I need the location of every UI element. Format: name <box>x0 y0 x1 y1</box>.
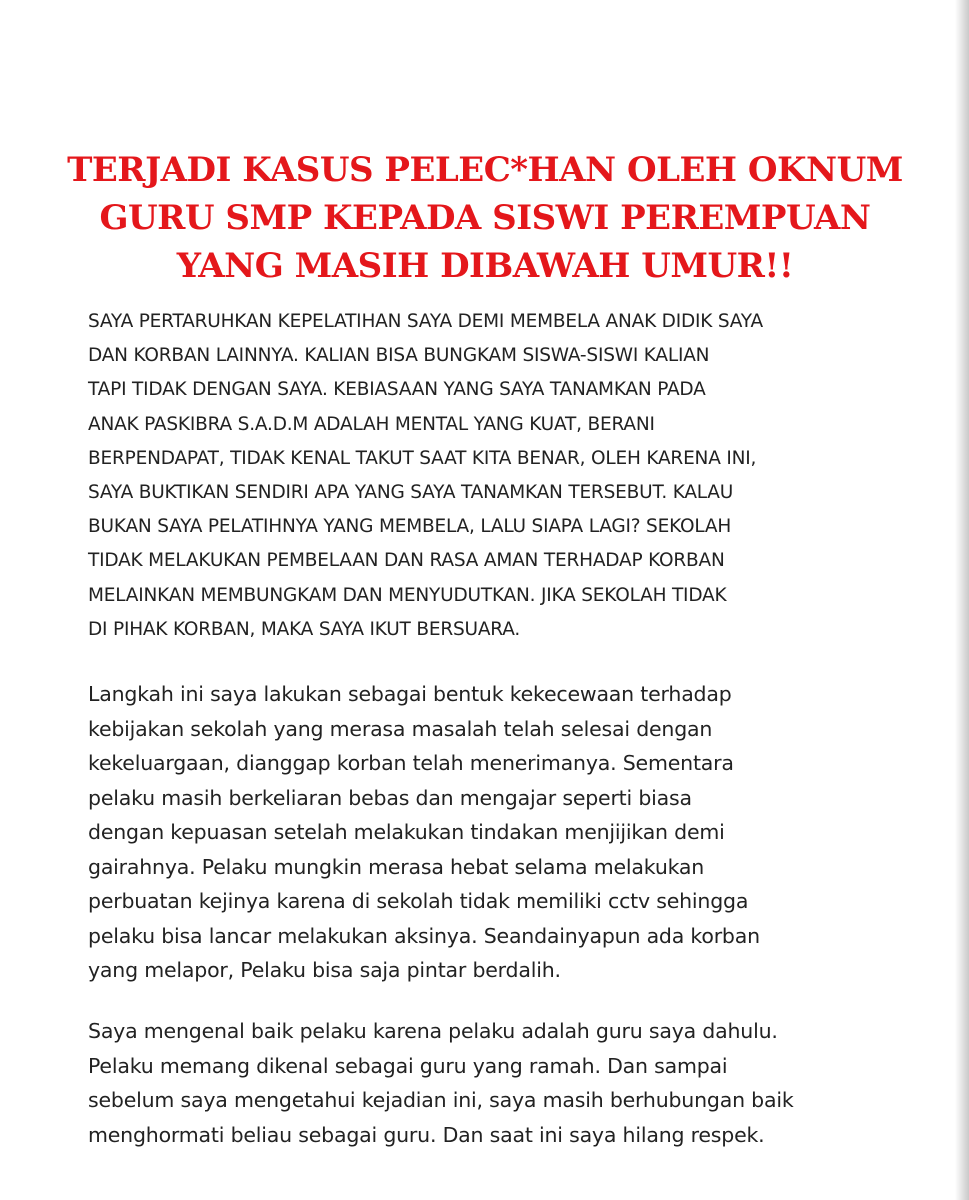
text-line: BERPENDAPAT, TIDAK KENAL TAKUT SAAT KITA BENAR, OLEH KARENA INI, <box>88 447 757 469</box>
text-line: SAYA PERTARUHKAN KEPELATIHAN SAYA DEMI MEMBELA ANAK DIDIK SAYA <box>88 311 763 332</box>
text-line: menghormati beliau sebagai guru. Dan saat ini saya hilang respek. <box>88 1122 765 1147</box>
paragraph-statement <box>88 305 878 647</box>
text-line: kebijakan sekolah yang merasa masalah telah selesai dengan <box>88 716 713 741</box>
text-line: Pelaku memang dikenal sebagai guru yang ramah. Dan sampai <box>88 1053 728 1078</box>
text-line: DAN KORBAN LAINNYA. KALIAN BISA BUNGKAM SISWA-SISWI KALIAN <box>88 345 710 367</box>
text-line: TAPI TIDAK DENGAN SAYA. KEBIASAAN YANG SAYA TANAMKAN PADA <box>88 379 706 401</box>
text-line: BUKAN SAYA PELATIHNYA YANG MEMBELA, LALU SIAPA LAGI? SEKOLAH <box>88 516 732 538</box>
paragraph-reason <box>88 677 878 988</box>
headline-line: GURU SMP KEPADA SISWI PEREMPUAN <box>99 198 871 238</box>
text-line: Saya mengenal baik pelaku karena pelaku adalah guru saya dahulu. <box>88 1019 778 1043</box>
paragraph-personal <box>88 1014 878 1152</box>
text-line: pelaku bisa lancar melakukan aksinya. Seandainyapun ada korban <box>88 923 760 948</box>
text-line: ANAK PASKIBRA S.A.D.M ADALAH MENTAL YANG KUAT, BERANI <box>88 413 655 435</box>
text-line: yang melapor, Pelaku bisa saja pintar berdalih. <box>88 958 561 982</box>
text-line: SAYA BUKTIKAN SENDIRI APA YANG SAYA TANAMKAN TERSEBUT. KALAU <box>88 482 734 504</box>
text-line: gairahnya. Pelaku mungkin merasa hebat selama melakukan <box>88 854 705 879</box>
headline <box>60 146 910 290</box>
page-edge-shadow <box>955 0 969 1200</box>
text-line: pelaku masih berkeliaran bebas dan mengajar seperti biasa <box>88 785 692 810</box>
text-line: DI PIHAK KORBAN, MAKA SAYA IKUT BERSUARA. <box>88 618 521 640</box>
text-line: dengan kepuasan setelah melakukan tindakan menjijikan demi <box>88 820 725 844</box>
text-line: Langkah ini saya lakukan sebagai bentuk kekecewaan terhadap <box>88 682 732 706</box>
text-line: kekeluargaan, dianggap korban telah menerimanya. Sementara <box>88 751 734 775</box>
text-line: MELAINKAN MEMBUNGKAM DAN MENYUDUTKAN. JIKA SEKOLAH TIDAK <box>88 584 727 606</box>
text-line: perbuatan kejinya karena di sekolah tidak memiliki cctv sehingga <box>88 889 749 913</box>
headline-line: YANG MASIH DIBAWAH UMUR!! <box>176 246 794 286</box>
text-line: sebelum saya mengetahui kejadian ini, saya masih berhubungan baik <box>88 1088 794 1112</box>
text-line: TIDAK MELAKUKAN PEMBELAAN DAN RASA AMAN TERHADAP KORBAN <box>88 550 725 572</box>
headline-line: TERJADI KASUS PELEC*HAN OLEH OKNUM <box>67 150 903 190</box>
